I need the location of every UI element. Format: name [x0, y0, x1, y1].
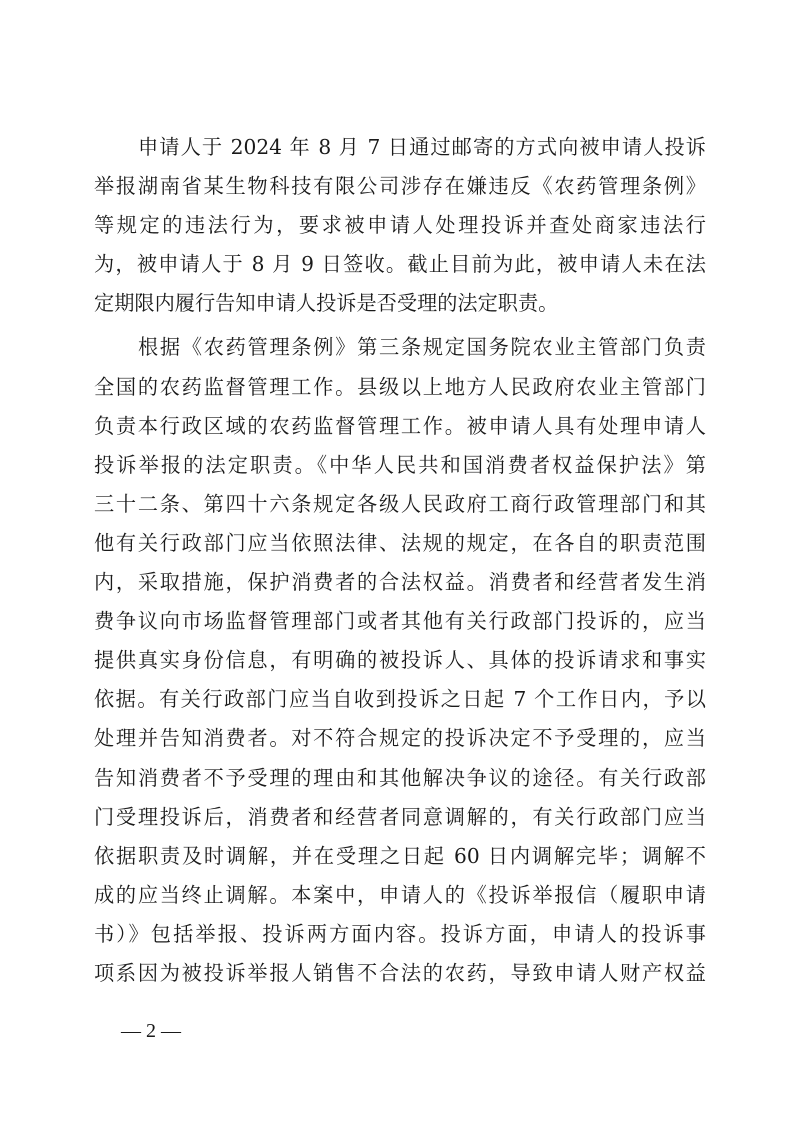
text-line: 费争议向市场监督管理部门或者其他有关行政部门投诉的，应当: [94, 609, 706, 634]
text-line: 投诉举报的法定职责。《中华人民共和国消费者权益保护法》第: [94, 452, 706, 477]
text-line: 等规定的违法行为，要求被申请人处理投诉并查处商家违法行: [94, 213, 706, 238]
page-number: — 2 —: [121, 1020, 181, 1042]
text-line: 申请人于 2024 年 8 月 7 日通过邮寄的方式向被申请人投诉: [138, 135, 706, 159]
text-line: 告知消费者不予受理的理由和其他解决争议的途径。有关行政部: [94, 765, 706, 790]
paragraph-2: [94, 328, 706, 993]
paragraph-1: [94, 128, 706, 323]
text-line: 依据职责及时调解，并在受理之日起 60 日内调解完毕；调解不: [94, 843, 706, 868]
text-line: 项系因为被投诉举报人销售不合法的农药，导致申请人财产权益: [94, 960, 706, 985]
text-line: 全国的农药监督管理工作。县级以上地方人民政府农业主管部门: [94, 374, 706, 399]
text-line: 根据《农药管理条例》第三条规定国务院农业主管部门负责: [138, 335, 706, 360]
text-line: 他有关行政部门应当依照法律、法规的规定，在各自的职责范围: [94, 530, 706, 555]
text-line: 定期限内履行告知申请人投诉是否受理的法定职责。: [94, 291, 559, 316]
text-line: 成的应当终止调解。本案中，申请人的《投诉举报信（履职申请: [94, 882, 706, 907]
text-line: 提供真实身份信息，有明确的被投诉人、具体的投诉请求和事实: [94, 648, 706, 673]
text-line: 三十二条、第四十六条规定各级人民政府工商行政管理部门和其: [94, 491, 706, 516]
text-line: 门受理投诉后，消费者和经营者同意调解的，有关行政部门应当: [94, 804, 706, 829]
text-line: 举报湖南省某生物科技有限公司涉存在嫌违反《农药管理条例》: [94, 174, 706, 199]
text-line: 内，采取措施，保护消费者的合法权益。消费者和经营者发生消: [94, 570, 706, 595]
text-line: 处理并告知消费者。对不符合规定的投诉决定不予受理的，应当: [94, 726, 706, 751]
text-line: 负责本行政区域的农药监督管理工作。被申请人具有处理申请人: [94, 413, 706, 438]
text-line: 书）》包括举报、投诉两方面内容。投诉方面，申请人的投诉事: [94, 921, 706, 946]
document-body: [94, 128, 706, 993]
text-line: 为，被申请人于 8 月 9 日签收。截止目前为此，被申请人未在法: [94, 252, 706, 277]
text-line: 依据。有关行政部门应当自收到投诉之日起 7 个工作日内，予以: [94, 687, 706, 712]
